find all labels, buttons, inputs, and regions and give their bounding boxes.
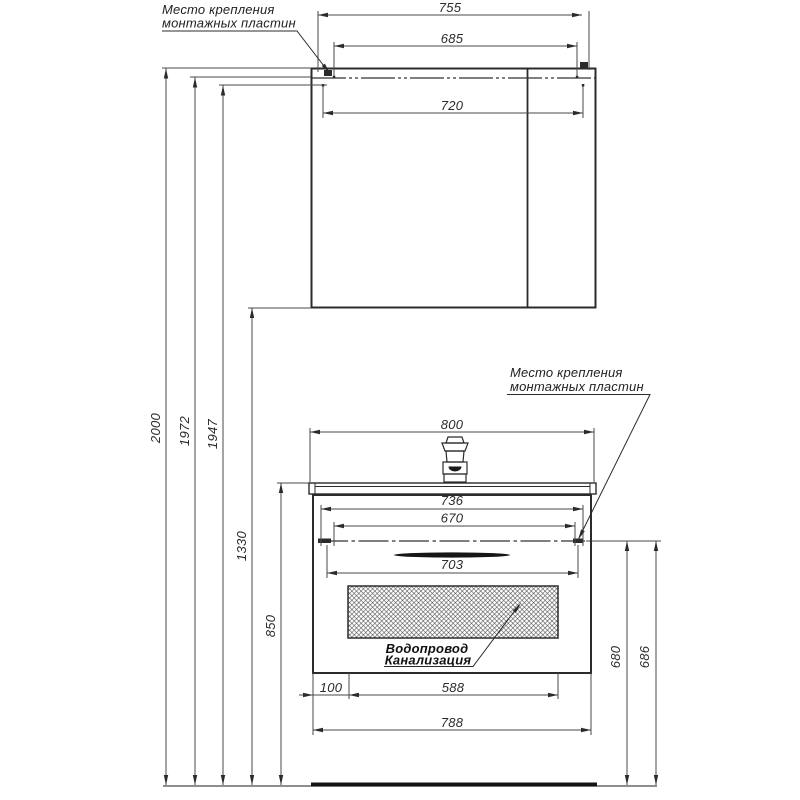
arrowhead — [654, 541, 658, 551]
dimension-736-value: 736 — [440, 493, 464, 508]
measure-point — [333, 76, 336, 79]
dimension-720 — [322, 84, 585, 118]
height-extension-lines — [162, 68, 661, 541]
dimension-1330-value: 1330 — [234, 530, 249, 562]
arrowhead — [250, 775, 254, 785]
arrowhead — [313, 728, 323, 732]
arrowhead — [654, 775, 658, 785]
dimension-800-value: 800 — [440, 417, 464, 432]
dimension-755-value: 755 — [438, 0, 462, 15]
leader-arrowhead — [578, 529, 585, 540]
plumbing-label-line2: Канализация — [384, 652, 472, 668]
faucet-base — [444, 474, 466, 482]
faucet-spout-opening — [449, 467, 462, 472]
arrowhead — [625, 541, 629, 551]
arrowhead — [323, 111, 333, 115]
arrowhead — [573, 507, 583, 511]
dimension-685 — [333, 31, 579, 78]
plumbing-zone-hatch — [348, 586, 558, 638]
arrowhead — [334, 44, 344, 48]
arrowhead — [567, 44, 577, 48]
dimension-2000-value: 2000 — [148, 412, 163, 444]
dimension-720-value: 720 — [440, 98, 464, 113]
dimension-686-value: 686 — [637, 645, 652, 669]
dimension-1947-value: 1947 — [205, 418, 220, 450]
arrowhead — [321, 507, 331, 511]
dimension-800 — [310, 417, 594, 482]
mount-label-top-line2: монтажных пластин — [162, 15, 296, 31]
arrowhead — [193, 78, 197, 88]
dimension-680-value: 680 — [608, 645, 623, 669]
mount-label-mid-line1: Место крепления — [510, 365, 623, 380]
arrowhead — [303, 693, 313, 697]
dimension-588-value: 588 — [441, 680, 465, 695]
measure-point — [582, 84, 585, 87]
arrowhead — [548, 693, 558, 697]
dimension-100-588 — [299, 673, 558, 735]
faucet — [442, 437, 468, 482]
arrowhead — [221, 86, 225, 96]
dimension-703-value: 703 — [440, 557, 464, 572]
dim-670-lines — [334, 522, 575, 546]
arrowhead — [573, 111, 583, 115]
washbasin — [309, 437, 596, 494]
arrowhead — [584, 430, 594, 434]
mount-label-top — [162, 2, 330, 74]
leader-line — [162, 31, 329, 73]
height-dimensions — [148, 68, 661, 785]
arrowhead — [327, 571, 337, 575]
mounting-plate-right-mirror — [580, 62, 588, 68]
dimension-703 — [327, 545, 578, 578]
dimension-670-value: 670 — [440, 510, 464, 526]
arrowhead — [625, 775, 629, 785]
faucet-neck — [446, 451, 464, 462]
arrowhead — [318, 13, 328, 17]
arrowhead — [572, 13, 582, 17]
arrowhead — [310, 430, 320, 434]
arrowhead — [164, 69, 168, 79]
leader-line — [507, 395, 650, 539]
arrowhead — [279, 483, 283, 493]
mount-label-mid-line2: монтажных пластин — [510, 379, 644, 394]
dimension-1972-value: 1972 — [177, 415, 192, 447]
faucet-lever — [446, 437, 464, 443]
arrowhead — [349, 693, 359, 697]
arrowhead — [221, 775, 225, 785]
mounting-plate-left-vanity — [318, 539, 331, 544]
dimension-685-value: 685 — [440, 31, 464, 46]
faucet-collar — [442, 443, 468, 451]
arrowhead — [279, 775, 283, 785]
arrowhead — [334, 524, 344, 528]
floor — [163, 785, 657, 787]
arrowhead — [250, 308, 254, 318]
dim-685-lines — [334, 42, 577, 78]
arrowhead — [568, 571, 578, 575]
dimension-100-value: 100 — [319, 680, 343, 695]
mount-label-top-line1: Место крепления — [162, 2, 275, 17]
height-dimension-lines — [166, 69, 656, 786]
mount-label-mid — [507, 365, 650, 540]
arrowhead — [581, 728, 591, 732]
plumbing-label-line1: Водопровод — [385, 641, 469, 656]
dimension-850-value: 850 — [263, 614, 278, 638]
arrowhead — [164, 775, 168, 785]
dimension-788-value: 788 — [440, 715, 464, 730]
measure-point — [576, 76, 579, 79]
arrowhead — [565, 524, 575, 528]
arrowhead — [193, 775, 197, 785]
